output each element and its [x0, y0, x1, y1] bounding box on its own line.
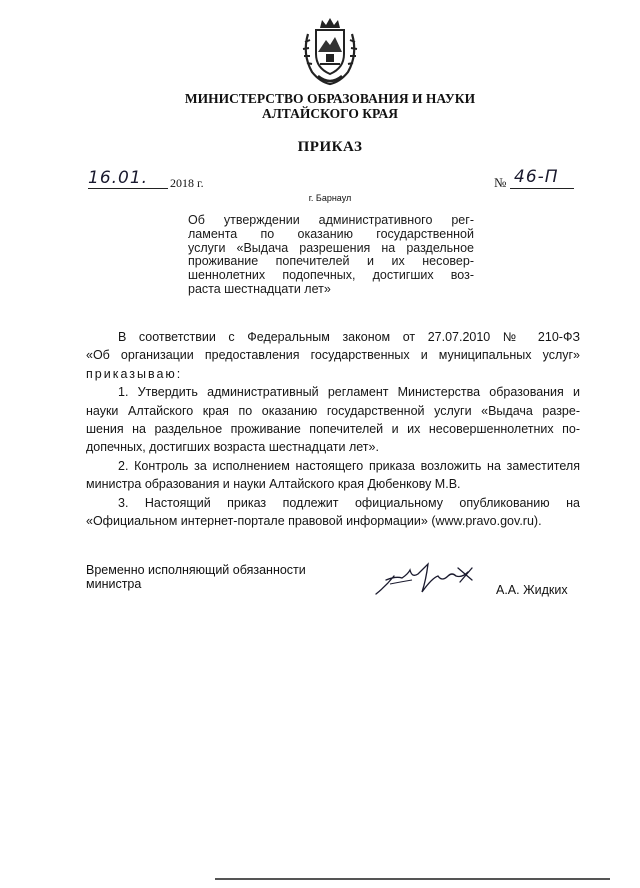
date-year: 2018 г. [170, 176, 204, 190]
item-2-line: министра образования и науки Алтайского края Дюбенкову М.В. [86, 477, 461, 492]
ministry-name [0, 91, 640, 121]
preamble-line: В соответствии с Федеральным законом от 27.07.2010 № 210-ФЗ [118, 330, 580, 344]
ministry-name-line2: АЛТАЙСКОГО КРАЯ [261, 106, 399, 121]
subject-line: раста шестнадцати лет» [188, 281, 331, 296]
item-2-line: 2. Контроль за исполнением настоящего приказа возложить на заместителя [118, 458, 580, 473]
subject-line: услуги «Выдача разрешения на раздельное [188, 240, 474, 255]
signer-position-line1: Временно исполняющий обязанности [86, 563, 306, 577]
signer-position-line2: министра [86, 577, 142, 591]
item-1-line: 1. Утвердить административный регламент Министерства образования и [118, 385, 580, 400]
order-date [88, 168, 228, 192]
order-subject [188, 214, 474, 297]
item-3-line: 3. Настоящий приказ подлежит официальному опубликованию на [118, 495, 580, 510]
coat-of-arms-icon [298, 14, 362, 88]
number-sign: № [494, 175, 507, 190]
order-title: ПРИКАЗ [297, 139, 363, 155]
order-number [494, 167, 584, 192]
scan-edge-line [215, 878, 610, 880]
number-underline [510, 188, 574, 189]
handwritten-signature-icon [372, 556, 502, 600]
item-1-line: шения на раздельное проживание попечителей и их несовершеннолетних по- [86, 422, 580, 437]
subject-line: проживание попечителей и их несовер- [188, 254, 474, 269]
preamble-decree: приказываю: [86, 366, 183, 381]
signer-position [86, 563, 306, 591]
signer-name: А.А. Жидких [496, 583, 568, 597]
order-body [86, 328, 580, 530]
handwritten-date: 16.01. [88, 168, 149, 188]
subject-line: шеннолетних подопечных, достигших воз- [188, 268, 474, 283]
preamble-line: «Об организации предоставления государственных и муниципальных услуг» [86, 348, 580, 363]
item-3-line: «Официальном интернет-портале правовой информации» (www.pravo.gov.ru). [86, 514, 542, 529]
item-1-line: науки Алтайского края по оказанию государственной услуги «Выдача разре- [86, 403, 580, 418]
date-underline [88, 188, 168, 189]
handwritten-number: 46-П [514, 167, 559, 187]
subject-line: ламента по оказанию государственной [188, 226, 474, 241]
item-1-line: допечных, достигших возраста шестнадцати лет». [86, 440, 379, 455]
city: г. Барнаул [308, 193, 352, 203]
subject-line: Об утверждении административного рег- [188, 213, 474, 227]
ministry-name-line1: МИНИСТЕРСТВО ОБРАЗОВАНИЯ И НАУКИ [184, 91, 476, 106]
